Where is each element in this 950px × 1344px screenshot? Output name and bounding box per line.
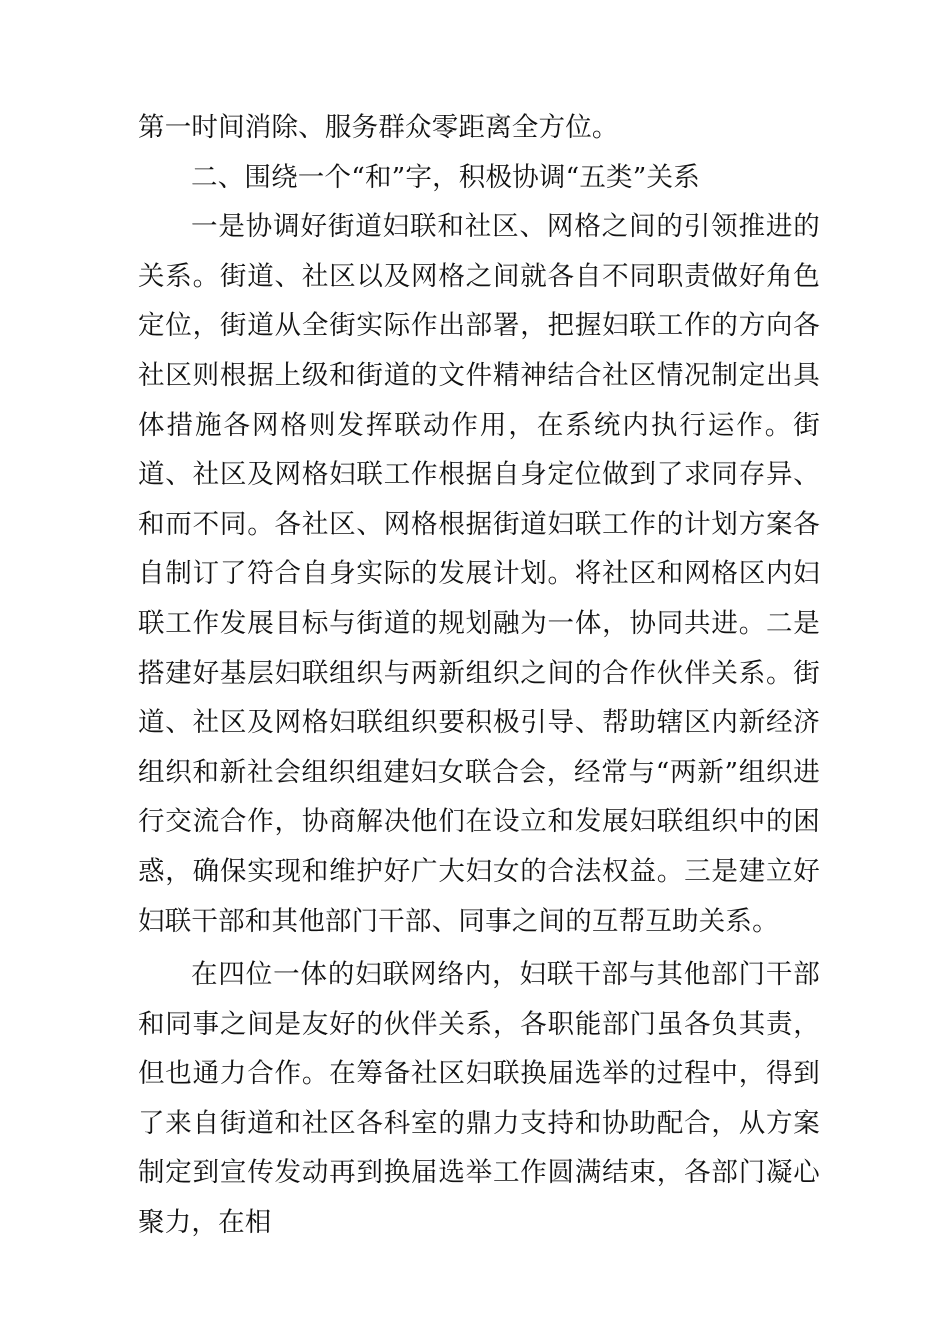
section-heading: 二、围绕一个“和”字，积极协调“五类”关系 [191,161,700,193]
paragraph-partnership: 在四位一体的妇联网络内，妇联干部与其他部门干部和同事之间是友好的伙伴关系，各职能部门虽各负其责，但也通力合作。在筹备社区妇联换届选举的过程中，得到了来自街道和社区各科室的鼎力支持和协助配合，从方案制定到宣传发动再到换届选举工作圆满结束，各部门凝心聚力，在相 [138,959,820,1239]
document-body [138,103,820,1248]
paragraph-continuation: 第一时间消除、服务群众零距离全方位。 [138,112,619,143]
paragraph-coordination: 一是协调好街道妇联和社区、网格之间的引领推进的关系。街道、社区以及网格之间就各自不同职责做好角色定位，街道从全街实际作出部署，把握妇联工作的方向各社区则根据上级和街道的文件精神结合社区情况制定出具体措施各网格则发挥联动作用，在系统内执行运作。街道、社区及网格妇联工作根据自身定位做到了求同存异、和而不同。各社区、网格根据街道妇联工作的计划方案各自制订了符合自身实际的发展计划。将社区和网格区内妇联工作发展目标与街道的规划融为一体，协同共进。二是搭建好基层妇联组织与两新组织之间的合作伙伴关系。街道、社区及网格妇联组织要积极引导、帮助辖区内新经济组织和新社会组织组建妇女联合会，经常与“两新”组织进行交流合作，协商解决他们在设立和发展妇联组织中的困惑，确保实现和维护好广大妇女的合法权益。三是建立好妇联干部和其他部门干部、同事之间的互帮互助关系。 [138,211,820,937]
